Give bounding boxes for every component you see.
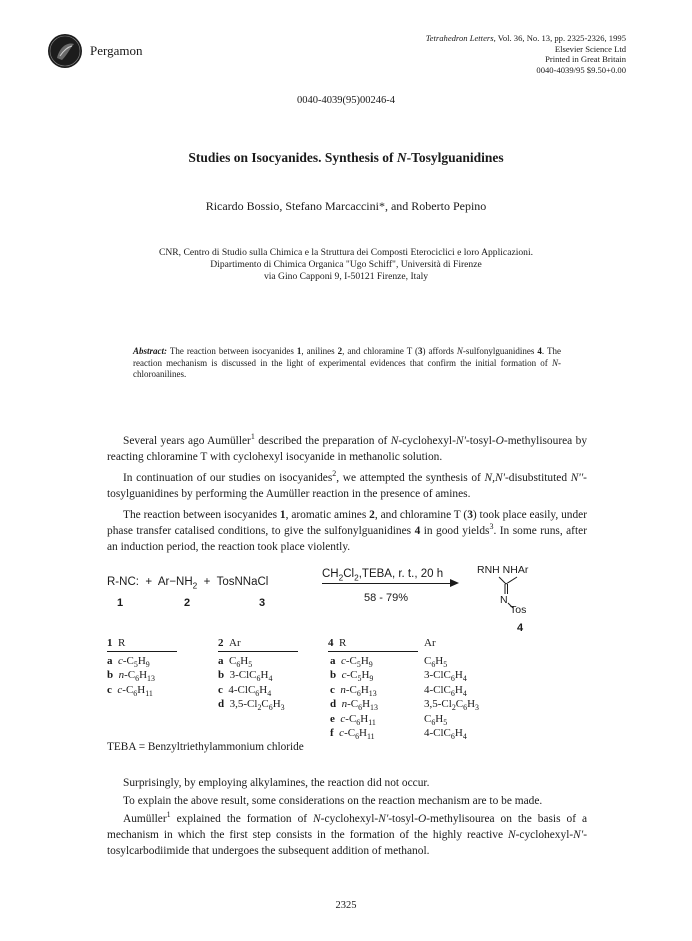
table-cell: $4-ClC_6H_4$ xyxy=(424,683,467,698)
paragraph: In continuation of our studies on isocyanides$^2$, we attempted the synthesis of N,N'-disubstituted N''-tosylguanidines by performing the Aumüller reaction in the presence of amines. xyxy=(107,469,587,500)
paragraph: The reaction between isocyanides 1, aromatic amines 2, and chloramine T (3) took place easily, under phase transfer catalised conditions, to give the sulfonylguanidines 4 in good yields$^3$. In some runs, after an induction period, the reaction took place violently. xyxy=(107,509,588,553)
table-cell: $3-ClC_6H_4$ xyxy=(424,669,467,684)
reactant-aniline: $Ar-NH_2$ xyxy=(157,576,198,591)
reaction-arrow xyxy=(322,583,456,584)
publisher-logo-icon xyxy=(48,34,82,68)
journal-line-printed: Printed in Great Britain xyxy=(545,54,626,64)
page-number: 2325 xyxy=(335,900,357,911)
table-header: 4 R xyxy=(328,637,347,649)
authors: Ricardo Bossio, Stefano Marcaccini*, and Roberto Pepino xyxy=(205,199,487,213)
journal-line-issn: 0040-4039/95 $9.50+0.00 xyxy=(536,64,626,75)
compound-label: 1 xyxy=(117,597,124,609)
teba-note: TEBA = Benzyltriethylammonium chloride xyxy=(107,741,304,753)
table-row: c $c-C_6H_{11}$ xyxy=(107,683,153,698)
product-nitrogen: N xyxy=(500,594,508,606)
affiliation-line: CNR, Centro di Studio sulla Chimica e la Struttura dei Composti Eterociclici e loro Applicazioni. xyxy=(158,247,534,258)
reaction-conditions: $CH_2Cl_2,TEBA$, r. t., 20 h xyxy=(322,568,444,583)
table-row: d $n-C_6H_{13}$ xyxy=(330,698,378,713)
table-header: Ar xyxy=(424,637,436,649)
table-cell: $3,5-Cl_2C_6H_3$ xyxy=(424,698,479,713)
paper-title: Studies on Isocyanides. Synthesis of N-Tosylguanidines xyxy=(188,150,504,165)
table-cell: $C_6H_5$ xyxy=(424,712,448,727)
compound-label: 3 xyxy=(259,597,266,609)
table-header-rule xyxy=(328,651,418,652)
paragraph: To explain the above result, some considerations on the reaction mechanism are to be made. xyxy=(123,795,543,807)
paragraph: Aumüller$^1$ explained the formation of N-cyclohexyl-N'-tosyl-O-methylisourea on the basis of a mechanism in which the first step consists in the formation of the highly reactive N-cyclohexyl-N'-tosylcarbodiimide that undergoes the subsequent addition of methanol. xyxy=(107,810,587,857)
affiliation-line: via Gino Capponi 9, I-50121 Firenze, Italy xyxy=(263,271,429,282)
table-header-rule xyxy=(107,651,177,652)
table-row: c $n-C_6H_{13}$ xyxy=(330,683,377,698)
table-row: a $c-C_5H_9$ xyxy=(107,655,150,670)
abstract-label: Abstract: xyxy=(133,346,168,356)
compound-label: 2 xyxy=(184,597,191,609)
abstract xyxy=(133,346,561,381)
paragraph: Several years ago Aumüller$^1$ described the preparation of N-cyclohexyl-N'-tosyl-O-methylisourea by reacting chloramine T with cyclohexyl isocyanide in methanolic solution. xyxy=(107,432,588,463)
product-structure: RNH NHAr xyxy=(477,564,529,576)
abstract-text: The reaction between isocyanides 1, anilines 2, and chloramine T (3) affords N-sulfonylguanidines 4. The reaction mechanism is discussed in the light of experimental evidences that confirm the initial formation of N-chloroanilines. xyxy=(133,346,561,379)
table-row: b $n-C_6H_{13}$ xyxy=(107,669,155,684)
table-row: d $3,5-Cl_2C_6H_3$ xyxy=(218,698,285,713)
doi: 0040-4039(95)00246-4 xyxy=(297,95,395,106)
reactant-isocyanide: R-NC: xyxy=(107,576,139,588)
product-tosyl: Tos xyxy=(510,604,527,616)
journal-info xyxy=(426,33,626,75)
table-row: e $c-C_6H_{11}$ xyxy=(330,712,376,727)
affiliation-line: Dipartimento di Chimica Organica "Ugo Schiff", Università di Firenze xyxy=(210,259,482,270)
reactant-chloramine: TosNNaCl xyxy=(216,576,269,588)
table-row: b $3-ClC_6H_4$ xyxy=(218,669,273,684)
reaction-scheme xyxy=(107,564,577,644)
reaction-yield: 58 - 79% xyxy=(364,592,409,604)
table-row: a $C_6H_5$ xyxy=(218,655,253,670)
publisher-name: Pergamon xyxy=(90,43,143,58)
table-cell: $4-ClC_6H_4$ xyxy=(424,727,467,742)
table-cell: $C_6H_5$ xyxy=(424,655,448,670)
table-header: 2 Ar xyxy=(218,637,241,649)
table-header: 1 R xyxy=(107,637,126,649)
journal-line-publisher: Elsevier Science Ltd xyxy=(554,43,626,54)
table-row: c $4-ClC_6H_4$ xyxy=(218,683,272,698)
plus-sign: + xyxy=(145,576,153,588)
arrow-head-icon xyxy=(450,579,459,587)
plus-sign: + xyxy=(203,576,211,588)
affiliation xyxy=(0,247,692,283)
journal-citation: , Vol. 36, No. 13, pp. 2325-2326, 1995 xyxy=(493,33,626,43)
paragraph: Surprisingly, by employing alkylamines, the reaction did not occur. xyxy=(123,777,430,789)
table-header-rule xyxy=(218,651,298,652)
table-row: f $c-C_6H_{11}$ xyxy=(330,727,375,742)
journal-name: Tetrahedron Letters xyxy=(425,33,494,43)
reactants xyxy=(107,576,269,591)
table-row: a $c-C_5H_9$ xyxy=(330,655,373,670)
product-label: 4 xyxy=(517,622,524,634)
table-row: b $c-C_5H_9$ xyxy=(330,669,374,684)
